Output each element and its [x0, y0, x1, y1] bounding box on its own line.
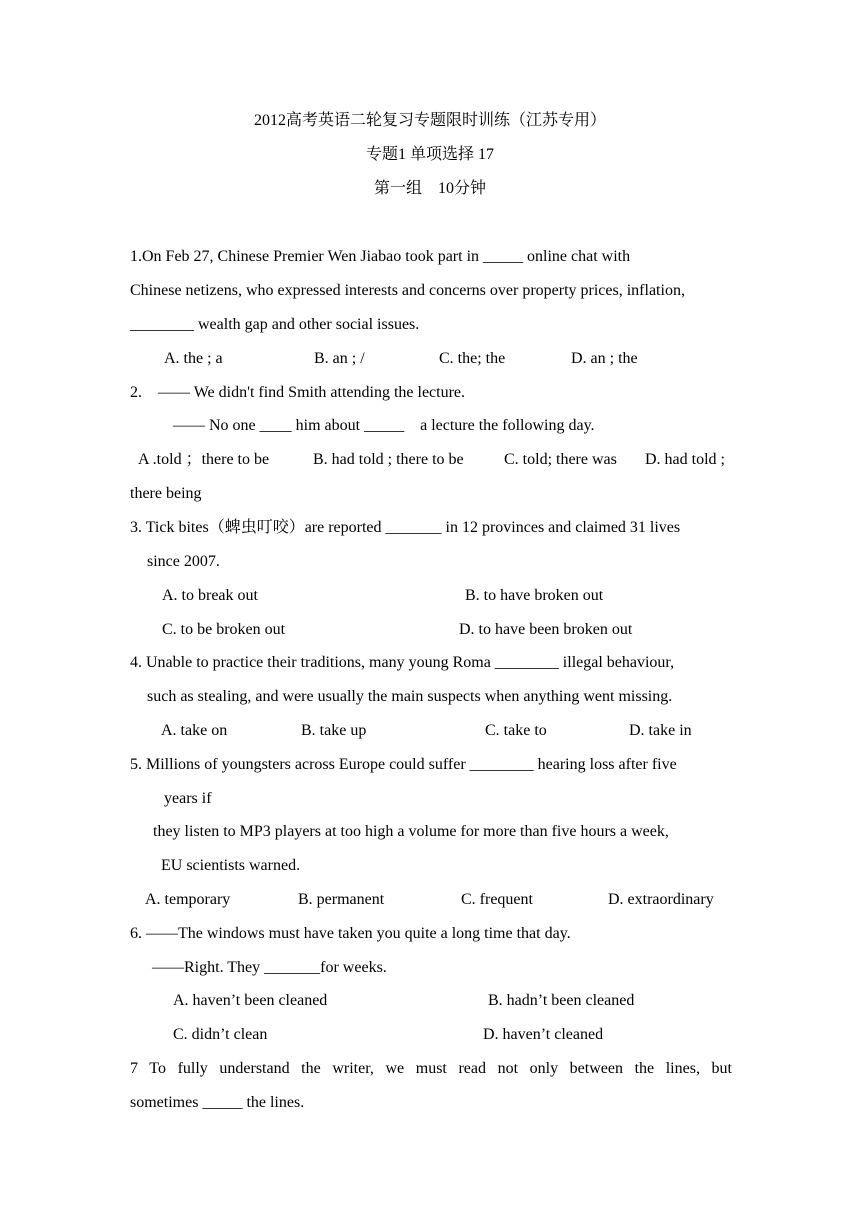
question-1-stem-line: ________ wealth gap and other social issues. — [130, 316, 420, 333]
question-5-option-d: D. extraordinary — [608, 891, 714, 908]
question-6-option-d: D. haven’t cleaned — [483, 1026, 604, 1043]
question-1-option-d: D. an ; the — [571, 350, 638, 367]
question-2-option-a: A .told ；there to be — [138, 451, 270, 468]
document-subtitle: 专题1 单项选择 17 — [365, 146, 494, 163]
question-3-stem-line: 3. Tick bites（蜱虫叮咬）are reported _______ in 12 provinces and claimed 31 lives — [130, 519, 681, 536]
question-5-stem-line: EU scientists warned. — [161, 857, 301, 874]
question-5-option-a: A. temporary — [145, 891, 231, 908]
question-6-option-b: B. hadn’t been cleaned — [488, 992, 635, 1009]
question-5-stem-line: 5. Millions of youngsters across Europe could suffer ________ hearing loss after five — [130, 756, 677, 773]
question-5-stem-line: years if — [164, 790, 212, 807]
question-2-stem-line: 2. —— We didn't find Smith attending the lecture. — [130, 384, 466, 401]
question-7-stem-line: 7 To fully understand the writer, we must read not only between the lines, but — [130, 1060, 732, 1077]
question-4-option-c: C. take to — [485, 722, 547, 739]
question-5-option-b: B. permanent — [298, 891, 385, 908]
question-4-stem-line: such as stealing, and were usually the main suspects when anything went missing. — [147, 688, 673, 705]
question-3-option-a: A. to break out — [162, 587, 258, 604]
question-4-option-a: A. take on — [161, 722, 228, 739]
question-1-option-a: A. the ; a — [164, 350, 223, 367]
question-2-option-d-wrap: there being — [130, 485, 202, 502]
question-2-stem-line: —— No one ____ him about _____ a lecture the following day. — [173, 417, 595, 434]
question-2-option-b: B. had told ; there to be — [313, 451, 464, 468]
question-3-option-d: D. to have been broken out — [459, 621, 633, 638]
question-6-option-c: C. didn’t clean — [173, 1026, 268, 1043]
group-heading: 第一组 10分钟 — [373, 180, 486, 197]
question-1-stem-line: Chinese netizens, who expressed interests and concerns over property prices, inflation, — [130, 282, 685, 299]
question-4-option-b: B. take up — [301, 722, 367, 739]
question-1-stem-line: 1.On Feb 27, Chinese Premier Wen Jiabao took part in _____ online chat with — [130, 248, 631, 265]
question-2-option-d: D. had told ; — [645, 451, 725, 468]
question-3-option-b: B. to have broken out — [465, 587, 604, 604]
question-6-option-a: A. haven’t been cleaned — [173, 992, 328, 1009]
question-4-option-d: D. take in — [629, 722, 692, 739]
question-5-stem-line: they listen to MP3 players at too high a volume for more than five hours a week, — [153, 823, 669, 840]
question-1-option-b: B. an ; / — [314, 350, 365, 367]
question-1-option-c: C. the; the — [439, 350, 506, 367]
question-3-option-c: C. to be broken out — [162, 621, 286, 638]
question-3-stem-line: since 2007. — [147, 553, 220, 570]
question-4-stem-line: 4. Unable to practice their traditions, many young Roma ________ illegal behaviour, — [130, 654, 675, 671]
question-6-stem-line: ——Right. They _______for weeks. — [152, 959, 387, 976]
question-6-stem-line: 6. ——The windows must have taken you quite a long time that day. — [130, 925, 571, 942]
question-5-option-c: C. frequent — [461, 891, 533, 908]
document-title: 2012高考英语二轮复习专题限时训练（江苏专用） — [253, 112, 606, 129]
question-7-stem-line: sometimes _____ the lines. — [130, 1094, 305, 1111]
question-2-option-c: C. told; there was — [504, 451, 617, 468]
